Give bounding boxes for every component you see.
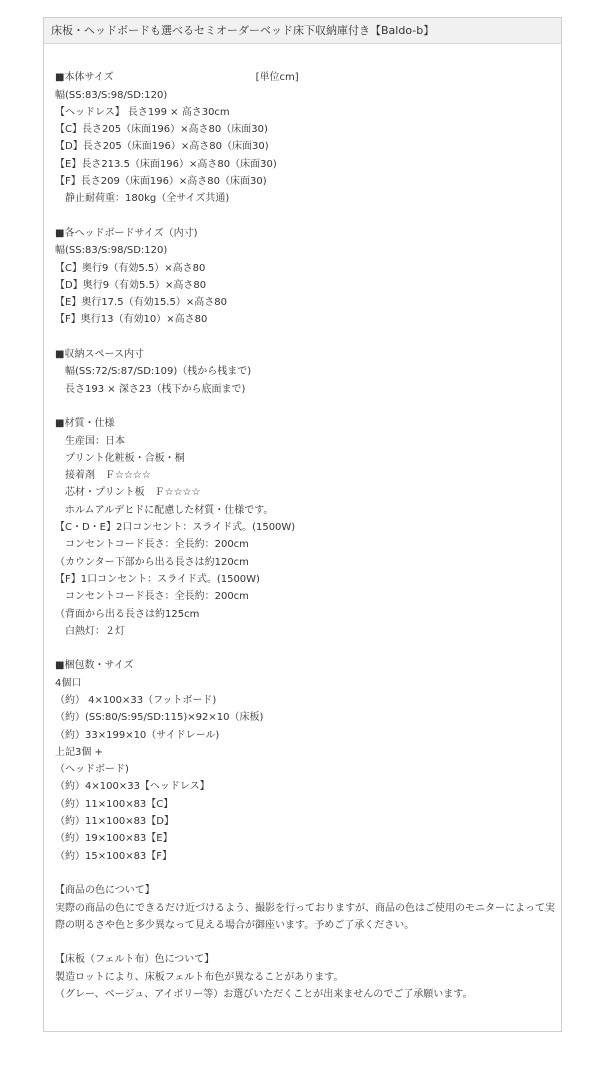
felt-note-line: 製造ロットにより、床板フェルト布色が異なることがあります。 — [55, 971, 344, 983]
spacer — [55, 640, 555, 657]
packing-line: （約）15×100×83【F】 — [55, 850, 173, 862]
storage-heading: ■収納スペース内寸 — [55, 349, 144, 361]
materials-line: 白熱灯：２灯 — [55, 625, 125, 637]
spacer — [55, 398, 555, 415]
color-note-heading: 【商品の色について】 — [55, 885, 155, 897]
headboard-size-line: 【D】奥行9（有効5.5）×高さ80 — [55, 279, 207, 291]
storage-line: 幅(SS:72/S:87/SD:109)（桟から桟まで) — [55, 366, 252, 378]
materials-line: 【F】1口コンセント：スライド式。(1500W) — [55, 573, 260, 585]
materials-heading: ■材質・仕様 — [55, 418, 115, 430]
body-size-line: 【E】長さ213.5（床面196）×高さ80（床面30) — [55, 158, 277, 170]
packing-line: （ヘッドボード) — [55, 764, 129, 776]
body-size-line: 【ヘッドレス】 長さ199 × 高さ30cm — [55, 106, 230, 118]
spacer — [55, 52, 555, 69]
spacer — [55, 865, 555, 882]
headboard-size-line: 【C】奥行9（有効5.5）×高さ80 — [55, 262, 206, 274]
headboard-size-line: 【F】奥行13（有効10）×高さ80 — [55, 314, 208, 326]
body-size-heading-row — [55, 69, 555, 86]
body-size-line: 【D】長さ205（床面196）×高さ80（床面30) — [55, 141, 269, 153]
packing-line: 4個口 — [55, 677, 82, 689]
spec-panel — [43, 17, 562, 1032]
headboard-size-heading: ■各ヘッドボードサイズ（内寸) — [55, 227, 198, 239]
materials-line: プリント化粧板・合板・桐 — [55, 452, 185, 464]
packing-line: （約） 4×100×33（フットボード) — [55, 694, 217, 706]
spacer — [55, 208, 555, 225]
felt-note-line: （グレー、ベージュ、アイボリー等）お選びいただくことが出来ませんのでご了承願います。 — [55, 989, 473, 1001]
materials-line: 生産国：日本 — [55, 435, 125, 447]
packing-line: （約）4×100×33【ヘッドレス】 — [55, 781, 210, 793]
materials-line: コンセントコード長さ：全長約：200cm — [55, 539, 249, 551]
body-size-line: 【C】長さ205（床面196）×高さ80（床面30) — [55, 124, 268, 136]
spacer — [55, 934, 555, 951]
packing-line: （約）33×199×10（サイドレール) — [55, 729, 220, 741]
packing-line: （約）11×100×83【D】 — [55, 816, 174, 828]
spacer — [55, 329, 555, 346]
materials-line: 芯材・プリント板 Ｆ☆☆☆☆ — [55, 487, 201, 499]
spec-body — [44, 44, 561, 1003]
body-size-line: 幅(SS:83/S:98/SD:120) — [55, 89, 168, 101]
body-size-heading: ■本体サイズ — [55, 72, 114, 84]
packing-line: （約）19×100×83【E】 — [55, 833, 173, 845]
materials-line: （背面から出る長さは約125cm — [55, 608, 200, 620]
storage-line: 長さ193 × 深さ23（桟下から底面まで) — [55, 383, 246, 395]
packing-line: 上記3個 + — [55, 746, 103, 758]
body-size-line: 【F】長さ209（床面196）×高さ80（床面30) — [55, 176, 267, 188]
unit-label: [単位cm] — [255, 72, 299, 84]
color-note-text: 実際の商品の色にできるだけ近づけるよう、撮影を行っておりますが、商品の色はご使用のモニターによって実際の明るさや色と多少異なって見える場合が御座います。予めご了承ください。 — [55, 902, 555, 931]
materials-line: ホルムアルデヒドに配慮した材質・仕様です。 — [55, 504, 274, 516]
packing-line: （約）11×100×83【C】 — [55, 798, 174, 810]
materials-line: （カウンター下部から出る長さは約120cm — [55, 556, 249, 568]
body-size-line: 静止耐荷重：180kg（全サイズ共通) — [55, 193, 230, 205]
headboard-size-line: 【E】奥行17.5（有効15.5）×高さ80 — [55, 297, 227, 309]
product-title: 床板・ヘッドボードも選べるセミオーダーベッド床下収納庫付き【Baldo-b】 — [44, 18, 561, 44]
felt-note-heading: 【床板（フェルト布）色について】 — [55, 954, 215, 966]
packing-heading: ■梱包数・サイズ — [55, 660, 134, 672]
materials-line: コンセントコード長さ：全長約：200cm — [55, 591, 249, 603]
headboard-size-line: 幅(SS:83/S:98/SD:120) — [55, 245, 168, 257]
materials-line: 【C・D・E】2口コンセント：スライド式。(1500W) — [55, 522, 296, 534]
materials-line: 接着剤 Ｆ☆☆☆☆ — [55, 470, 151, 482]
packing-line: （約）(SS:80/S:95/SD:115)×92×10（床板) — [55, 712, 264, 724]
